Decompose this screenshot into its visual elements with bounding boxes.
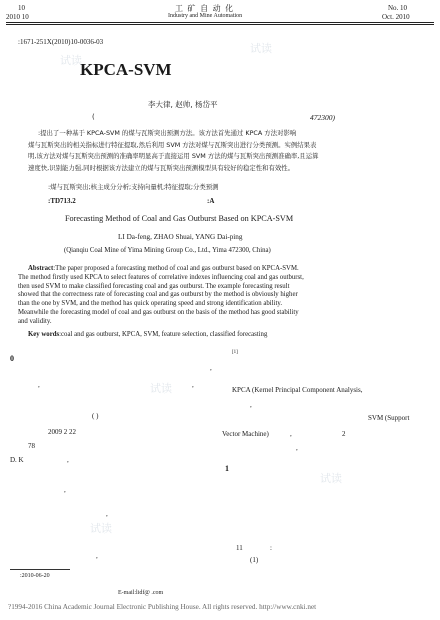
text-kpca: KPCA (Kernel Principal Component Analysis,: [232, 386, 363, 394]
text-fragment: ,: [106, 510, 108, 518]
footnote-email-address: lidf@ .com: [136, 590, 164, 596]
reference-marker: [1]: [232, 350, 238, 355]
title-en: Forecasting Method of Coal and Gas Outburst Based on KPCA-SVM: [65, 214, 294, 223]
text-fragment: ,: [38, 381, 40, 389]
text-fragment: ,: [67, 456, 69, 464]
text-fragment: ,: [290, 430, 292, 438]
received-date: 2009 2 22: [48, 428, 76, 436]
text-svm: SVM (Support: [368, 414, 410, 422]
abstract-cn: [28, 128, 418, 174]
abstract-cn-line: 速度快,识别能力强,同时根据该方法建立的煤与瓦斯突出预测模型具有较好的稳定性和有效性。: [28, 163, 295, 172]
footnote-rule: [10, 569, 70, 570]
header-year-issue: 2010 10: [6, 13, 29, 21]
copyright-line: ?1994-2016 China Academic Journal Electronic Publishing House. All rights reserved. http://www.cnki.net: [8, 603, 317, 611]
text-fragment: ,: [296, 444, 298, 452]
text-fragment: 2: [342, 430, 346, 438]
watermark-text: 试读: [90, 522, 112, 535]
affiliation-en: (Qianqiu Coal Mine of Yima Mining Group Co., Ltd., Yima 472300, China): [64, 247, 271, 254]
watermark-text: 试读: [320, 472, 342, 485]
abstract-en-line: then used SVM to make classified forecasting coal and gas outburst. The example forecasting result: [18, 282, 290, 290]
abstract-en-line: than the one by SVM, and the method has quick operating speed and strong identification ability.: [18, 300, 283, 308]
affiliation-cn-open: (: [92, 113, 95, 121]
text-fragment: D. K: [10, 456, 24, 464]
footnote-received: :2010-06-20: [20, 573, 50, 579]
text-fragment: ,: [192, 381, 194, 389]
keywords-en: [28, 331, 267, 340]
abstract-en: [18, 265, 422, 327]
abstract-en-line: The method firstly used KPCA to select features of correlative indexes influencing coal and gas outburst,: [18, 273, 304, 281]
watermark-text: 试读: [60, 54, 82, 67]
text-fragment: ,: [96, 552, 98, 560]
abstract-en-line: :The paper proposed a forecasting method of coal and gas outburst based on KPCA-SVM.: [53, 265, 299, 272]
journal-title-en: Industry and Mine Automation: [168, 13, 243, 19]
text-fragment: ,: [250, 401, 252, 409]
keywords-cn: :煤与瓦斯突出;核主成分分析;支持向量机;特征提取;分类预测: [48, 183, 219, 191]
text-paren: ( ): [92, 412, 99, 420]
text-fragment: ,: [64, 486, 66, 494]
header-date: Oct. 2010: [382, 13, 410, 21]
footnote-email: [118, 590, 163, 596]
footnote-email-label: E-mail:: [118, 590, 136, 596]
abstract-en-label: Abstract: [28, 265, 54, 272]
abstract-en-line: and validity.: [18, 317, 52, 325]
authors-en: LI Da-feng, ZHAO Shuai, YANG Dai-ping: [118, 233, 243, 241]
section-heading-1: 1: [225, 464, 229, 473]
abstract-cn-line: :提出了一种基于 KPCA-SVM 的煤与瓦斯突出预测方法。该方法首先通过 KPCA 方法对影响: [38, 129, 297, 137]
document-id: :1671-251X(2010)10-0036-03: [18, 38, 104, 46]
keywords-en-text: :coal and gas outburst, KPCA, SVM, feature selection, classified forecasting: [59, 331, 268, 338]
abstract-cn-line: 煤与瓦斯突出的相关指标进行特征提取,然后利用 SVM 方法对煤与瓦斯突出进行分类预测。实例结果表: [28, 140, 317, 149]
classification-number: :TD713.2: [48, 197, 76, 205]
text-vector-machine: Vector Machine): [222, 430, 269, 438]
document-code: :A: [207, 197, 215, 205]
title-cn-fragment: KPCA-SVM: [80, 60, 172, 79]
keywords-en-label: Key words: [28, 331, 60, 338]
abstract-en-line: Meanwhile the forecasting model of coal and gas outburst on the basis of the method has good stability: [18, 308, 299, 316]
equation-number: (1): [250, 556, 259, 564]
section-heading-0: 0: [10, 354, 14, 363]
authors-cn: 李大律, 赵帅, 杨岱平: [148, 100, 218, 109]
affiliation-cn-code: 472300): [310, 113, 335, 122]
journal-title-cn: 工 矿 自 动 化: [175, 4, 235, 13]
header-number: No. 10: [388, 4, 408, 12]
abstract-cn-line: 明,该方法对煤与瓦斯突出预测的准确率明显高于直接运用 SVM 方法的煤与瓦斯突出预测准确率,且运算: [28, 152, 319, 160]
watermark-text: 试读: [150, 382, 172, 395]
watermark-text: 试读: [250, 42, 272, 55]
header-rule-top: [6, 22, 434, 23]
text-fragment: 11: [236, 544, 243, 552]
text-fragment: :: [270, 544, 272, 552]
text-fragment: 78: [28, 442, 35, 450]
abstract-en-line: showed that the correctness rate of forecasting coal and gas outburst by the method is obviously higher: [18, 291, 298, 299]
header-rule-bottom: [6, 24, 434, 25]
header-volume: 10: [18, 4, 25, 12]
text-fragment: ,: [210, 364, 212, 372]
